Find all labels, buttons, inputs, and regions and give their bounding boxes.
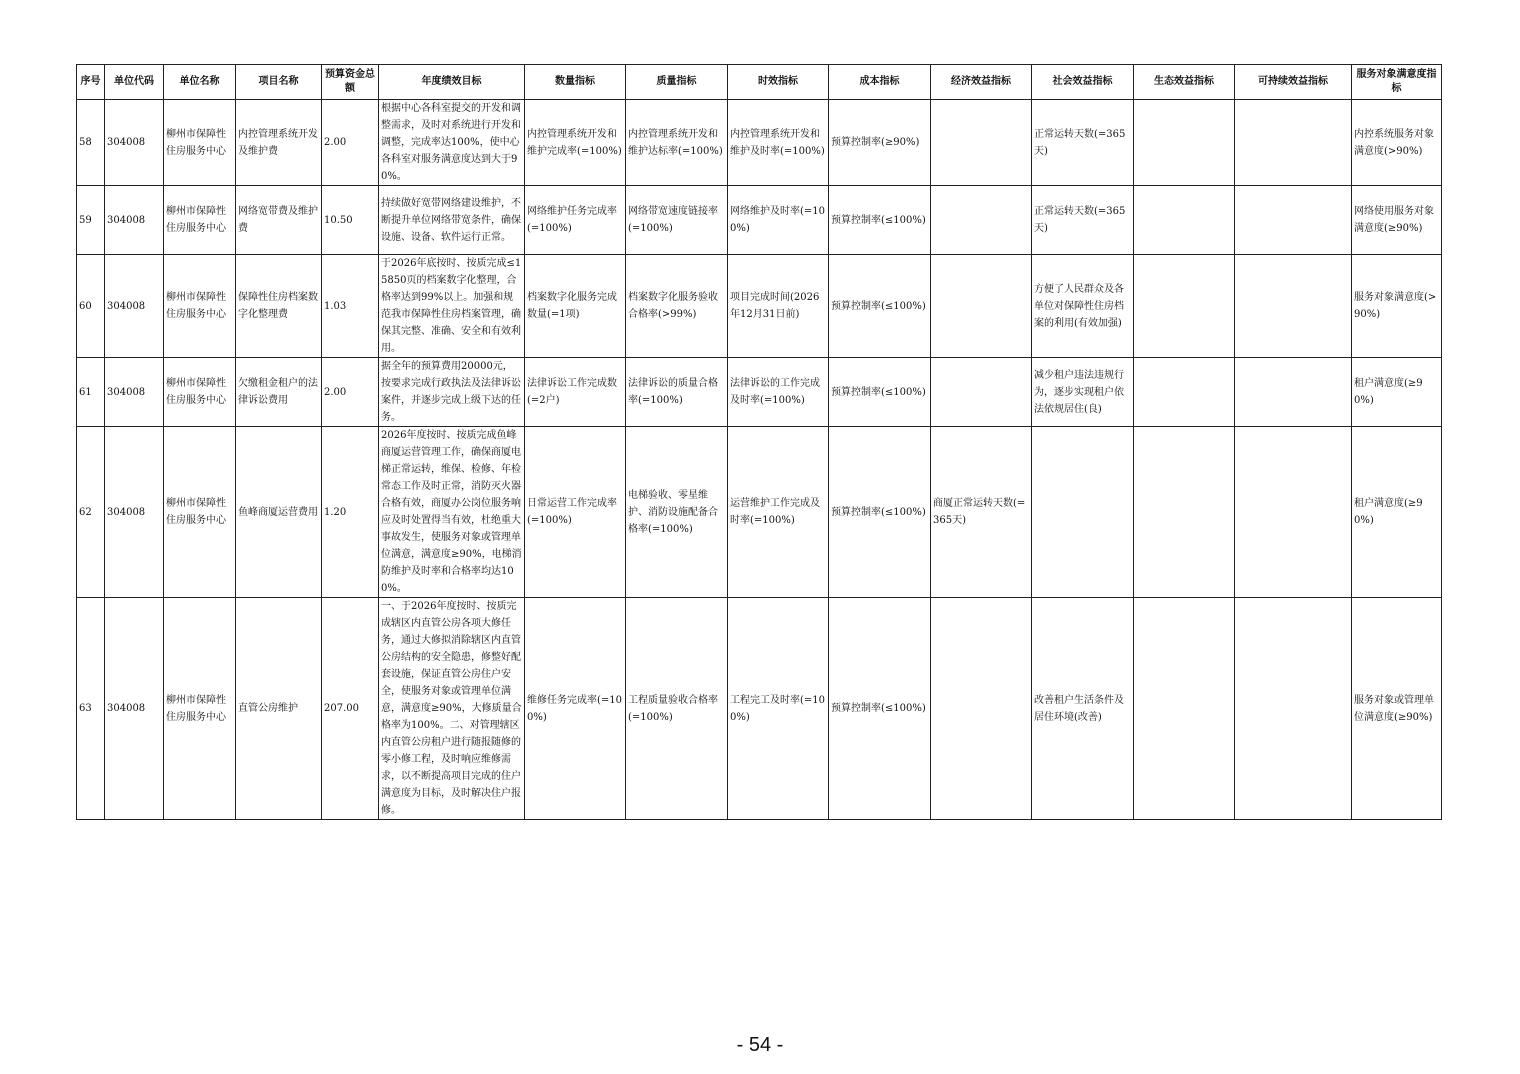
table-row [77,186,1442,255]
row-number-cell: 61 [77,358,105,427]
header-cell: 服务对象满意度指标 [1352,65,1442,100]
timeliness-indicator-cell: 法律诉讼的工作完成及时率(=100%) [728,358,829,427]
social-benefit-cell: 改善租户生活条件及居住环境(改善) [1032,598,1134,820]
quality-indicator-cell: 工程质量验收合格率(=100%) [626,598,728,820]
ecological-benefit-cell [1134,100,1235,186]
row-number-cell: 63 [77,598,105,820]
timeliness-indicator-cell: 工程完工及时率(=100%) [728,598,829,820]
header-cell: 单位名称 [164,65,236,100]
quality-indicator-cell: 法律诉讼的质量合格率(=100%) [626,358,728,427]
header-cell: 数量指标 [525,65,626,100]
ecological-benefit-cell [1134,427,1235,598]
unit-name-cell: 柳州市保障性住房服务中心 [164,358,236,427]
quality-indicator-cell: 档案数字化服务验收合格率(>99%) [626,255,728,358]
economic-benefit-cell: 商厦正常运转天数(=365天) [931,427,1032,598]
header-cell: 质量指标 [626,65,728,100]
project-name-cell: 鱼峰商厦运营费用 [236,427,322,598]
table-body [77,100,1442,820]
header-cell: 时效指标 [728,65,829,100]
header-cell: 生态效益指标 [1134,65,1235,100]
sustainable-benefit-cell [1235,598,1352,820]
cost-indicator-cell: 预算控制率(≤100%) [829,186,931,255]
unit-code-cell: 304008 [105,598,164,820]
project-name-cell: 保障性住房档案数字化整理费 [236,255,322,358]
row-number-cell: 62 [77,427,105,598]
project-name-cell: 直管公房维护 [236,598,322,820]
header-cell: 成本指标 [829,65,931,100]
economic-benefit-cell [931,186,1032,255]
satisfaction-indicator-cell: 租户满意度(≥90%) [1352,358,1442,427]
social-benefit-cell: 方便了人民群众及各单位对保障性住房档案的利用(有效加强) [1032,255,1134,358]
row-number-cell: 60 [77,255,105,358]
unit-code-cell: 304008 [105,186,164,255]
social-benefit-cell: 正常运转天数(=365天) [1032,100,1134,186]
unit-name-cell: 柳州市保障性住房服务中心 [164,255,236,358]
economic-benefit-cell [931,358,1032,427]
row-number-cell: 58 [77,100,105,186]
header-cell: 预算资金总额 [322,65,379,100]
table-row [77,598,1442,820]
table-row [77,100,1442,186]
budget-amount-cell: 2.00 [322,358,379,427]
header-cell: 单位代码 [105,65,164,100]
timeliness-indicator-cell: 网络维护及时率(=100%) [728,186,829,255]
sustainable-benefit-cell [1235,186,1352,255]
satisfaction-indicator-cell: 网络使用服务对象满意度(≥90%) [1352,186,1442,255]
quantity-indicator-cell: 网络维护任务完成率(=100%) [525,186,626,255]
cost-indicator-cell: 预算控制率(≤100%) [829,427,931,598]
cost-indicator-cell: 预算控制率(≤100%) [829,358,931,427]
unit-name-cell: 柳州市保障性住房服务中心 [164,186,236,255]
sustainable-benefit-cell [1235,427,1352,598]
sustainable-benefit-cell [1235,100,1352,186]
unit-code-cell: 304008 [105,255,164,358]
row-number-cell: 59 [77,186,105,255]
economic-benefit-cell [931,255,1032,358]
unit-name-cell: 柳州市保障性住房服务中心 [164,598,236,820]
table-row [77,255,1442,358]
ecological-benefit-cell [1134,255,1235,358]
budget-amount-cell: 1.03 [322,255,379,358]
budget-amount-cell: 10.50 [322,186,379,255]
table-row [77,358,1442,427]
header-row [77,65,1442,100]
header-cell: 经济效益指标 [931,65,1032,100]
annual-goal-cell: 一、于2026年度按时、按质完成辖区内直管公房各项大修任务，通过大修拟消除辖区内直管公房结构的安全隐患，修整好配套设施，保证直管公房住户安全，使服务对象或管理单位满意，满意度≥90%，大修质量合格率为100%。二、对管理辖区内直管公房租户进行随报随修的零小修工程，及时响应维修需求，以不断提高项目完成的住户满意度为目标，及时解决住户报修。 [379,598,525,820]
page-number: - 54 - [736,1034,784,1056]
project-name-cell: 网络宽带费及维护费 [236,186,322,255]
social-benefit-cell: 减少租户违法违规行为，逐步实现租户依法依规居住(良) [1032,358,1134,427]
cost-indicator-cell: 预算控制率(≤100%) [829,598,931,820]
timeliness-indicator-cell: 内控管理系统开发和维护及时率(=100%) [728,100,829,186]
economic-benefit-cell [931,100,1032,186]
quality-indicator-cell: 网络带宽速度链接率(=100%) [626,186,728,255]
unit-code-cell: 304008 [105,427,164,598]
quality-indicator-cell: 电梯验收、零星维护、消防设施配备合格率(=100%) [626,427,728,598]
annual-goal-cell: 据全年的预算费用20000元，按要求完成行政执法及法律诉讼案件，并逐步完成上级下达的任务。 [379,358,525,427]
annual-goal-cell: 于2026年底按时、按质完成≤15850页的档案数字化整理，合格率达到99%以上。加强和规范我市保障性住房档案管理，确保其完整、准确、安全和有效利用。 [379,255,525,358]
satisfaction-indicator-cell: 服务对象或管理单位满意度(≥90%) [1352,598,1442,820]
timeliness-indicator-cell: 项目完成时间(2026年12月31日前) [728,255,829,358]
header-cell: 序号 [77,65,105,100]
sustainable-benefit-cell [1235,358,1352,427]
economic-benefit-cell [931,598,1032,820]
unit-code-cell: 304008 [105,358,164,427]
header-cell: 社会效益指标 [1032,65,1134,100]
timeliness-indicator-cell: 运营维护工作完成及时率(=100%) [728,427,829,598]
header-cell: 年度绩效目标 [379,65,525,100]
ecological-benefit-cell [1134,598,1235,820]
unit-name-cell: 柳州市保障性住房服务中心 [164,100,236,186]
quantity-indicator-cell: 法律诉讼工作完成数(=2户) [525,358,626,427]
cost-indicator-cell: 预算控制率(≥90%) [829,100,931,186]
satisfaction-indicator-cell: 服务对象满意度(>90%) [1352,255,1442,358]
table-row [77,427,1442,598]
budget-amount-cell: 2.00 [322,100,379,186]
unit-code-cell: 304008 [105,100,164,186]
performance-table [76,64,1442,820]
annual-goal-cell: 持续做好宽带网络建设维护，不断提升单位网络带宽条件，确保设施、设备、软件运行正常。 [379,186,525,255]
budget-amount-cell: 207.00 [322,598,379,820]
ecological-benefit-cell [1134,358,1235,427]
budget-amount-cell: 1.20 [322,427,379,598]
quantity-indicator-cell: 维修任务完成率(=100%) [525,598,626,820]
header-cell: 可持续效益指标 [1235,65,1352,100]
satisfaction-indicator-cell: 内控系统服务对象满意度(>90%) [1352,100,1442,186]
social-benefit-cell: 正常运转天数(=365天) [1032,186,1134,255]
header-cell: 项目名称 [236,65,322,100]
project-name-cell: 欠缴租金租户的法律诉讼费用 [236,358,322,427]
annual-goal-cell: 根据中心各科室提交的开发和调整需求，及时对系统进行开发和调整，完成率达100%，使中心各科室对服务满意度达到大于90%。 [379,100,525,186]
sustainable-benefit-cell [1235,255,1352,358]
annual-goal-cell: 2026年度按时、按质完成鱼峰商厦运营管理工作，确保商厦电梯正常运转，维保、检修、年检常态工作及时正常，消防灭火器合格有效，商厦办公岗位服务响应及时处置得当有效，杜绝重大事故发生，使服务对象或管理单位满意，满意度≥90%，电梯消防维护及时率和合格率均达100%。 [379,427,525,598]
quality-indicator-cell: 内控管理系统开发和维护达标率(=100%) [626,100,728,186]
quantity-indicator-cell: 日常运营工作完成率(=100%) [525,427,626,598]
social-benefit-cell [1032,427,1134,598]
project-name-cell: 内控管理系统开发及维护费 [236,100,322,186]
quantity-indicator-cell: 档案数字化服务完成数量(=1项) [525,255,626,358]
cost-indicator-cell: 预算控制率(≤100%) [829,255,931,358]
quantity-indicator-cell: 内控管理系统开发和维护完成率(=100%) [525,100,626,186]
ecological-benefit-cell [1134,186,1235,255]
satisfaction-indicator-cell: 租户满意度(≥90%) [1352,427,1442,598]
unit-name-cell: 柳州市保障性住房服务中心 [164,427,236,598]
